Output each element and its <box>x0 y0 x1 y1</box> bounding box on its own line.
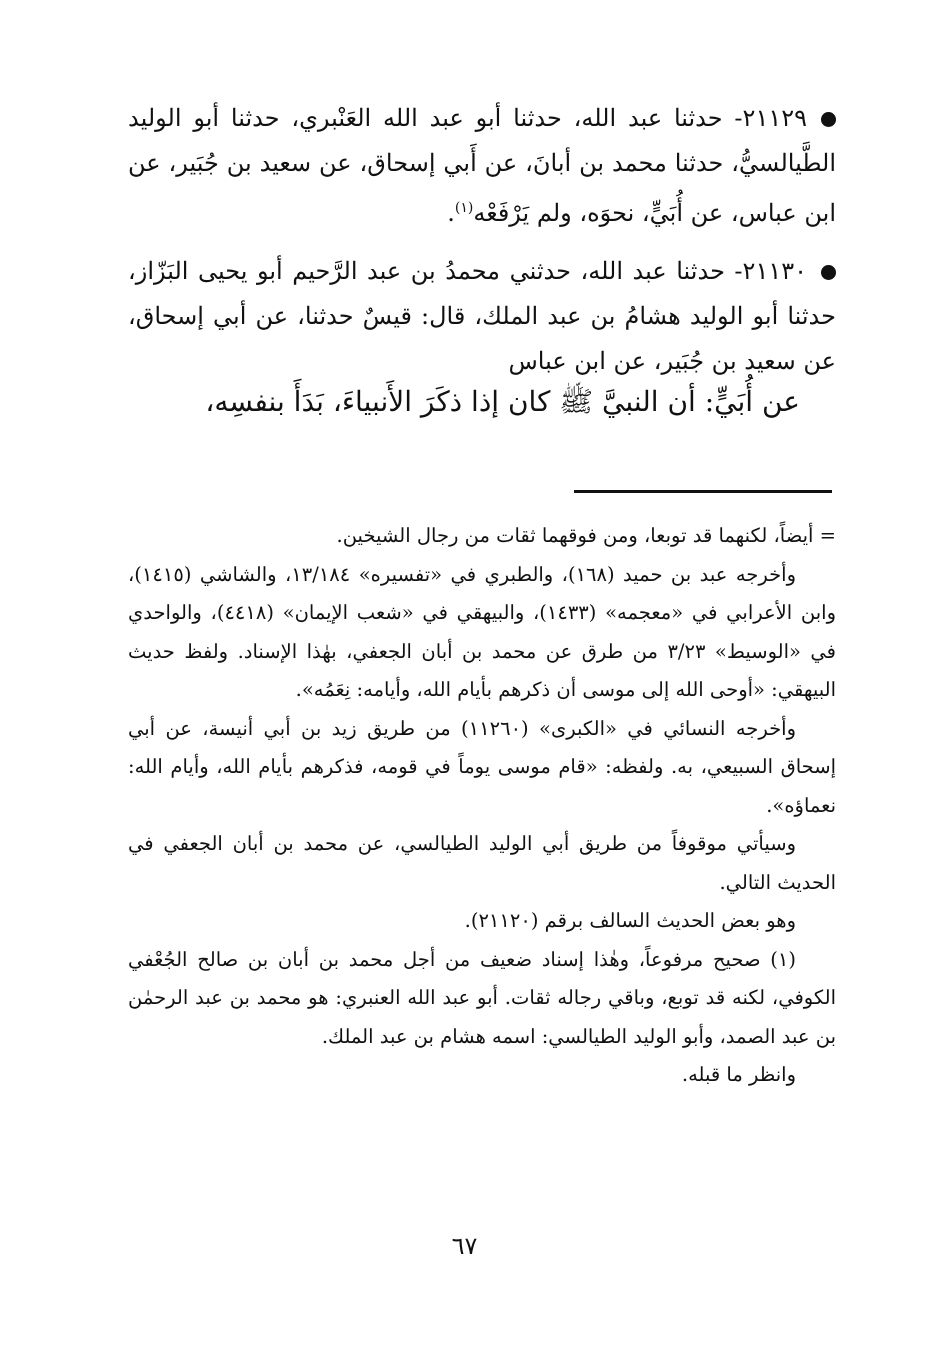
note-paragraph: وأخرجه النسائي في «الكبرى» (١١٢٦٠) من طريق زيد بن أبي أنيسة، عن أبي إسحاق السبيعي، به. ولفظه: «قام موسى يوماً في قومه، فذكرهم بأيام الله، وأيام الله: نعماؤه». <box>128 716 836 817</box>
note-paragraph: وأخرجه عبد بن حميد (١٦٨)، والطبري في «تفسيره» ١٣/١٨٤، والشاشي (١٤١٥)، وابن الأعرابي في «معجمه» (١٤٣٣)، والبيهقي في «شعب الإيمان» (٤٤١٨)، والواحدي في «الوسيط» ٣/٢٣ من طرق عن محمد بن أبان الجعفي، بهٰذا الإسناد. ولفظ حديث البيهقي: «أوحى الله إلى موسى أن ذكرهم بأيام الله، وأيامه: نِعَمُه». <box>128 562 837 701</box>
page-number: ٦٧ <box>451 1232 478 1260</box>
footnote-divider <box>574 490 832 493</box>
hadith-matn: عن أُبَيٍّ: أن النبيَّ ﷺ كان إذا ذكَرَ الأَنبياءَ، بَدَأَ بنفسِه، <box>205 385 800 418</box>
bullet-icon <box>821 265 836 280</box>
note-paragraph: وانظر ما قبله. <box>681 1063 796 1086</box>
hadith-text: ٢١١٢٩- حدثنا عبد الله، حدثنا أبو عبد الله العَنْبري، حدثنا أبو الوليد الطَّيالسيُّ، حدثنا محمد بن أبانَ، عن أَبي إسحاق، عن سعيد بن جُبَير، عن ابن عباس، عن أُبَيٍّ، نحوَه، ولم يَرْفَعْه <box>128 104 836 227</box>
hadith-text: ٢١١٣٠- حدثنا عبد الله، حدثني محمدُ بن عبد الرَّحيم أبو يحيى البَزّاز، حدثنا أبو الوليد هشامُ بن عبد الملك، قال: قيسٌ حدثنا، عن أبي إسحاق، عن سعيد بن جُبَير، عن ابن عباس <box>128 257 836 375</box>
hadith-21129 <box>128 96 836 236</box>
note-paragraph: وهو بعض الحديث السالف برقم (٢١١٢٠). <box>464 909 796 932</box>
footnote-ref[interactable]: (١) <box>454 200 474 216</box>
note-paragraph: = أيضاً، لكنهما قد توبعا، ومن فوقهما ثقات من رجال الشيخين. <box>336 524 836 547</box>
note-paragraph: وسيأتي موقوفاً من طريق أبي الوليد الطيالسي، عن محمد بن أبان الجعفي في الحديث التالي. <box>128 832 836 894</box>
footnote-1: (١) صحيح مرفوعاً، وهٰذا إسناد ضعيف من أجل محمد بن أبان بن صالح الجُعْفي الكوفي، لكنه قد توبع، وباقي رجاله ثقات. أبو عبد الله العنبري: هو محمد بن عبد الرحمٰن بن عبد الصمد، وأبو الوليد الطيالسي: اسمه هشام بن عبد الملك. <box>128 947 836 1048</box>
footnotes <box>128 517 836 1095</box>
bullet-icon <box>821 112 836 127</box>
sentence-end: . <box>447 199 455 227</box>
hadith-section <box>128 96 836 384</box>
hadith-21130 <box>128 249 836 384</box>
